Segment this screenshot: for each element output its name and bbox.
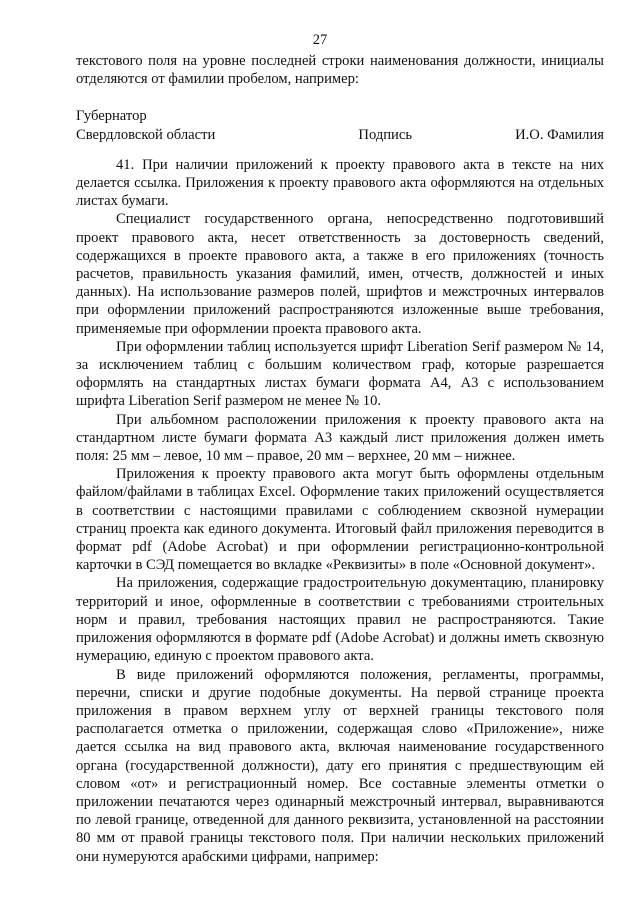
signature-organization: Свердловской области — [76, 126, 216, 143]
signature-position: Губернатор — [76, 108, 147, 125]
paragraph-urban-planning: На приложения, содержащие градостроительную документацию, планировку территорий и иное, оформленные в соответствии с требованиями строительных норм и правил, требования настоящих правил не распространяются. Такие приложения оформляются в формате pdf (Adobe Acrobat) и должны иметь сквозную нумерацию, единую с проектом правового акта. — [76, 575, 604, 665]
paragraph-appendix-mark: В виде приложений оформляются положения, регламенты, программы, перечни, списки и другие подобные документы. На первой странице проекта приложения в правом верхнем углу от верхней границы текстового поля располагается отметка о приложении, содержащая слово «Приложение», ниже дается ссылка на вид правового акта, включая наименование государственного органа (государственной должности), дату его принятия с предшествующим ей словом «от» и регистрационный номер. Все составные элементы отметки о приложении печатаются через одинарный межстрочный интервал, выравниваются по левой границе, отведенной для данного реквизита, установленной на расстоянии 80 мм от правой границы текстового поля. При наличии нескольких приложений они нумеруются арабскими цифрами, например: — [76, 666, 604, 865]
paragraph-tables: При оформлении таблиц используется шрифт Liberation Serif размером № 14, за исключением таблиц с большим количеством граф, которые разрешается оформлять на стандартных листах бумаги формата А4, А3 с использованием шрифта Liberation Serif размером не менее № 10. — [76, 338, 604, 410]
spacer — [76, 144, 604, 156]
paragraph-41: 41. При наличии приложений к проекту правового акта в тексте на них делается ссылка. Приложения к проекту правового акта оформляются на отдельных листах бумаги. — [76, 156, 604, 210]
signature-example — [76, 107, 604, 143]
intro-paragraph: текстового поля на уровне последней строки наименования должности, инициалы отделяются от фамилии пробелом, например: — [76, 53, 604, 88]
paragraph-responsibility: Специалист государственного органа, непосредственно подготовивший проект правового акта, несет ответственность за достоверность сведений, содержащихся в проекте правового акта, а также в его приложениях (точность расчетов, правильность указания фамилий, имен, отчеств, должностей и иных данных). На использование размеров полей, шрифтов и межстрочных интервалов при оформлении приложений распространяются изложенные выше требования, применяемые при оформлении проекта правового акта. — [76, 211, 604, 337]
signature-placeholder: Подпись — [358, 126, 412, 143]
signature-row — [76, 126, 604, 144]
document-body — [76, 52, 604, 866]
signature-name: И.О. Фамилия — [515, 126, 604, 143]
paragraph-landscape: При альбомном расположении приложения к проекту правового акта на стандартном листе бумаги формата А3 каждый лист приложения должен иметь поля: 25 мм – левое, 10 мм – правое, 20 мм – верхнее, 20 мм – нижнее. — [76, 411, 604, 465]
paragraph-excel: Приложения к проекту правового акта могут быть оформлены отдельным файлом/файлами в таблицах Excel. Оформление таких приложений осуществляется в соответствии с настоящими правилами с соблюдением сквозной нумерации страниц проекта как единого документа. Итоговый файл приложения переводится в формат pdf (Adobe Acrobat) и при оформлении регистрационно-контрольной карточки в СЭД помещается во вкладке «Реквизиты» в поле «Основной документ». — [76, 466, 604, 574]
page-number: 27 — [312, 32, 328, 48]
